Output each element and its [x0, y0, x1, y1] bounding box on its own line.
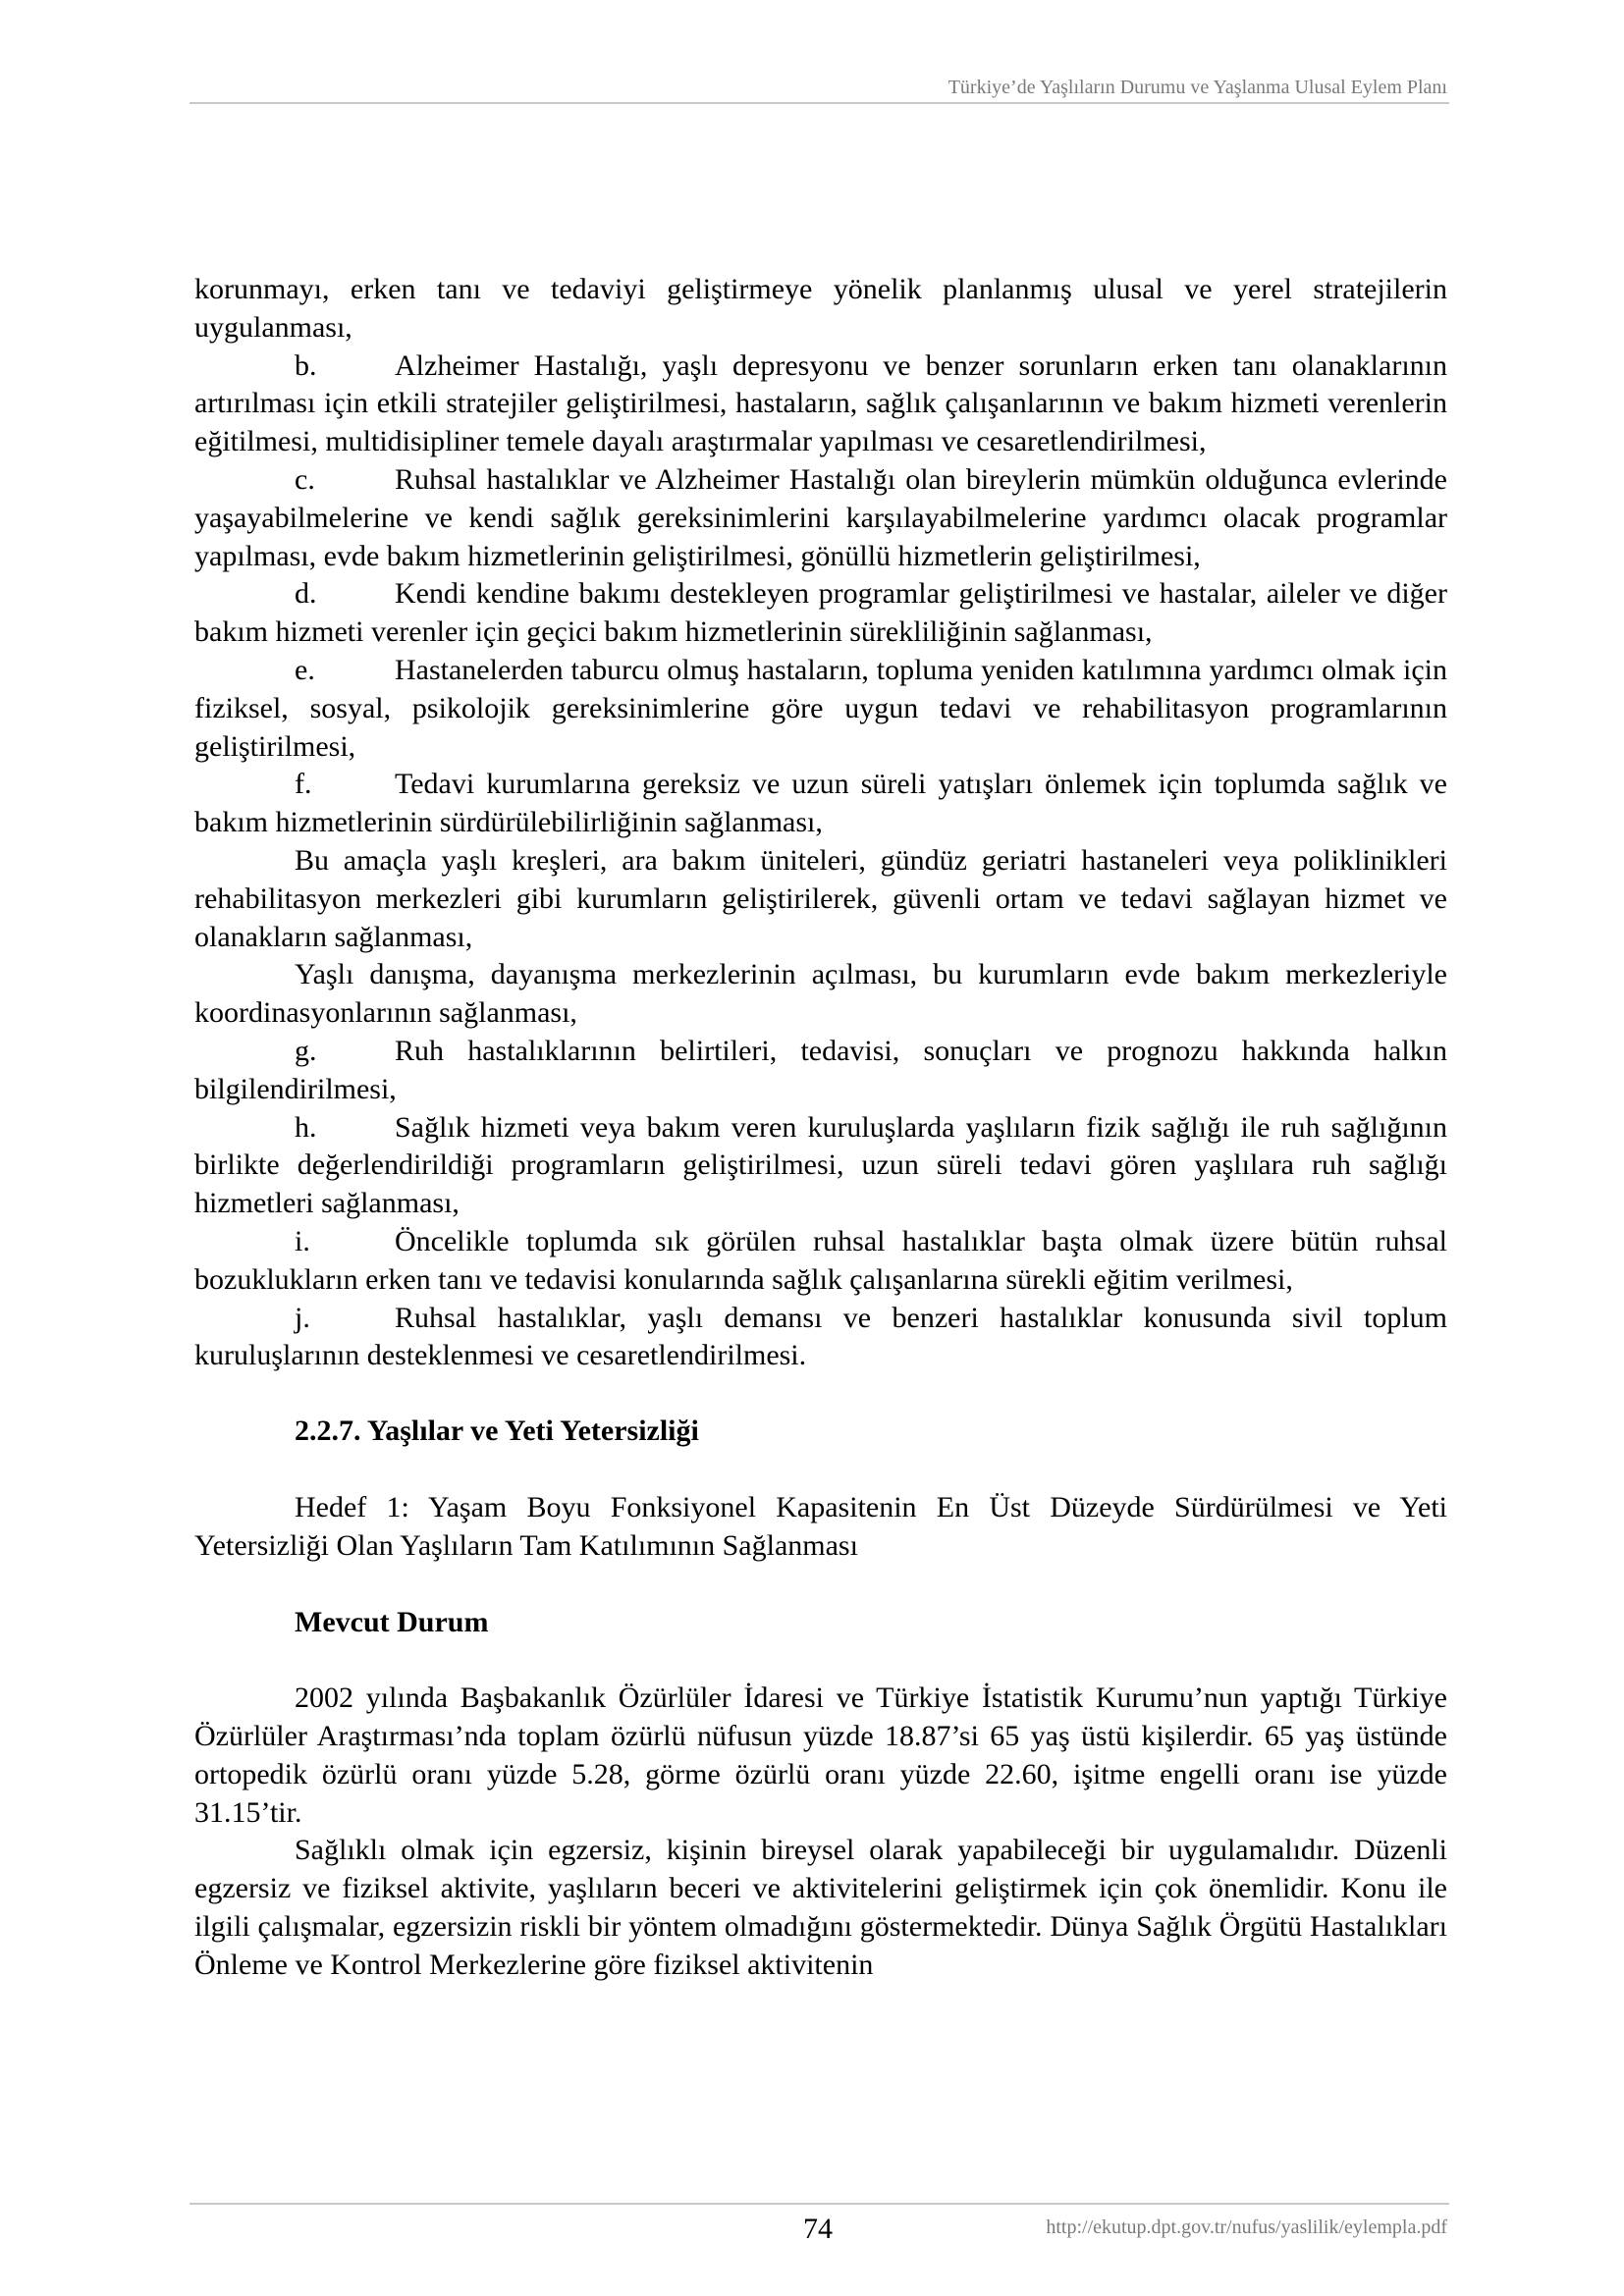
section-heading: 2.2.7. Yaşlılar ve Yeti Yetersizliği [295, 1415, 699, 1448]
list-item-text: Ruhsal hastalıklar, yaşlı demansı ve benzeri hastalıklar konusunda sivil toplum kuruluşlarının desteklenmesi ve cesaretlendirilmesi. [194, 1301, 1447, 1372]
list-item-text: Ruh hastalıklarının belirtileri, tedavisi, sonuçları ve prognozu hakkında halkın bilgilendirilmesi, [194, 1034, 1447, 1105]
list-marker: b. [295, 348, 317, 382]
list-item-j [194, 1300, 1447, 1376]
list-item-text: Öncelikle toplumda sık görülen ruhsal hastalıklar başta olmak üzere bütün ruhsal bozuklukların erken tanı ve tedavisi konularında sağlık çalışanlarına sürekli eğitim verilmesi, [194, 1224, 1447, 1296]
list-item-d [194, 575, 1447, 652]
list-marker: e. [295, 653, 315, 686]
paragraph-bu-amacla: Bu amaçla yaşlı kreşleri, ara bakım üniteleri, gündüz geriatri hastaneleri veya poliklinikleri rehabilitasyon merkezleri gibi kurumların geliştirilerek, güvenli ortam ve tedavi sağlayan hizmet ve olanakların sağlanması, [194, 843, 1447, 953]
header-rule [189, 102, 1449, 104]
footer-url: http://ekutup.dpt.gov.tr/nufus/yaslilik/eylempla.pdf [1046, 2216, 1447, 2238]
paragraph-2002-survey: 2002 yılında Başbakanlık Özürlüler İdaresi ve Türkiye İstatistik Kurumu’nun yaptığı Türkiye Özürlüler Araştırması’nda toplam özürlü nüfusun yüzde 18.87’si 65 yaş üstü kişilerdir. 65 yaş üstünde ortopedik özürlü oranı yüzde 5.28, görme özürlü oranı yüzde 22.60, işitme engelli oranı ise yüzde 31.15’tir. [194, 1682, 1447, 1829]
list-item-text: Sağlık hizmeti veya bakım veren kuruluşlarda yaşlıların fizik sağlığı ile ruh sağlığının birlikte değerlendirildiği programların geliştirilmesi, uzun süreli tedavi gören yaşlılara ruh sağlığı hizmetleri sağlanması, [194, 1110, 1447, 1220]
list-marker: h. [295, 1110, 317, 1144]
goal-statement: Hedef 1: Yaşam Boyu Fonksiyonel Kapasitenin En Üst Düzeyde Sürdürülmesi ve Yeti Yetersizliği Olan Yaşlıların Tam Katılımının Sağlanması [194, 1490, 1447, 1562]
intro-continuation: korunmayı, erken tanı ve tedaviyi geliştirmeye yönelik planlanmış ulusal ve yerel stratejilerin uygulanması, [194, 273, 1447, 344]
list-item-text: Alzheimer Hastalığı, yaşlı depresyonu ve benzer sorunların erken tanı olanaklarının artırılması için etkili stratejiler geliştirilmesi, hastaların, sağlık çalışanlarının ve bakım hizmeti verenlerin eğitilmesi, multidisipliner temele dayalı araştırmalar yapılması ve cesaretlendirilmesi, [194, 348, 1447, 458]
list-item-text: Ruhsal hastalıklar ve Alzheimer Hastalığı olan bireylerin mümkün olduğunca evlerinde yaşayabilmelerine ve kendi sağlık gereksinimlerini karşılayabilmelerine yardımcı olacak programlar yapılması, evde bakım hizmetlerinin geliştirilmesi, gönüllü hizmetlerin geliştirilmesi, [194, 462, 1447, 572]
list-marker: d. [295, 577, 317, 611]
list-marker: j. [295, 1301, 310, 1334]
list-item-text: Tedavi kurumlarına gereksiz ve uzun süreli yatışları önlemek için toplumda sağlık ve bakım hizmetlerinin sürdürülebilirliğinin sağlanması, [194, 768, 1447, 839]
list-marker: c. [295, 462, 315, 496]
page-body [194, 271, 1447, 1985]
list-marker: f. [295, 768, 312, 801]
paragraph-exercise: Sağlıklı olmak için egzersiz, kişinin bireysel olarak yapabileceği bir uygulamalıdır. Düzenli egzersiz ve fiziksel aktivite, yaşlıların beceri ve aktivitelerini geliştirmek için çok önemlidir. Konu ile ilgili çalışmalar, egzersizin riskli bir yöntem olmadığını göstermektedir. Dünya Sağlık Örgütü Hastalıkları Önleme ve Kontrol Merkezlerine göre fiziksel aktivitenin [194, 1834, 1447, 1981]
list-item-e [194, 652, 1447, 766]
footer-rule [189, 2203, 1449, 2205]
list-item-i [194, 1223, 1447, 1300]
list-item-g [194, 1033, 1447, 1109]
subheading-mevcut-durum: Mevcut Durum [295, 1605, 489, 1638]
list-item-text: Hastanelerden taburcu olmuş hastaların, topluma yeniden katılımına yardımcı olmak için fiziksel, sosyal, psikolojik gereksinimlerine göre uygun tedavi ve rehabilitasyon programlarının geliştirilmesi, [194, 653, 1447, 763]
list-item-b [194, 347, 1447, 461]
list-item-text: Kendi kendine bakımı destekleyen programlar geliştirilmesi ve hastalar, aileler ve diğer bakım hizmeti verenler için geçici bakım hizmetlerinin sürekliliğinin sağlanması, [194, 577, 1447, 649]
list-marker: i. [295, 1224, 310, 1257]
running-header: Türkiye’de Yaşlıların Durumu ve Yaşlanma Ulusal Eylem Planı [947, 77, 1447, 98]
paragraph-yasli-danisma: Yaşlı danışma, dayanışma merkezlerinin açılması, bu kurumların evde bakım merkezleriyle koordinasyonlarının sağlanması, [194, 958, 1447, 1030]
list-marker: g. [295, 1034, 317, 1067]
list-item-h [194, 1109, 1447, 1223]
page-number: 74 [803, 2213, 833, 2245]
list-item-f [194, 766, 1447, 842]
list-item-c [194, 461, 1447, 575]
